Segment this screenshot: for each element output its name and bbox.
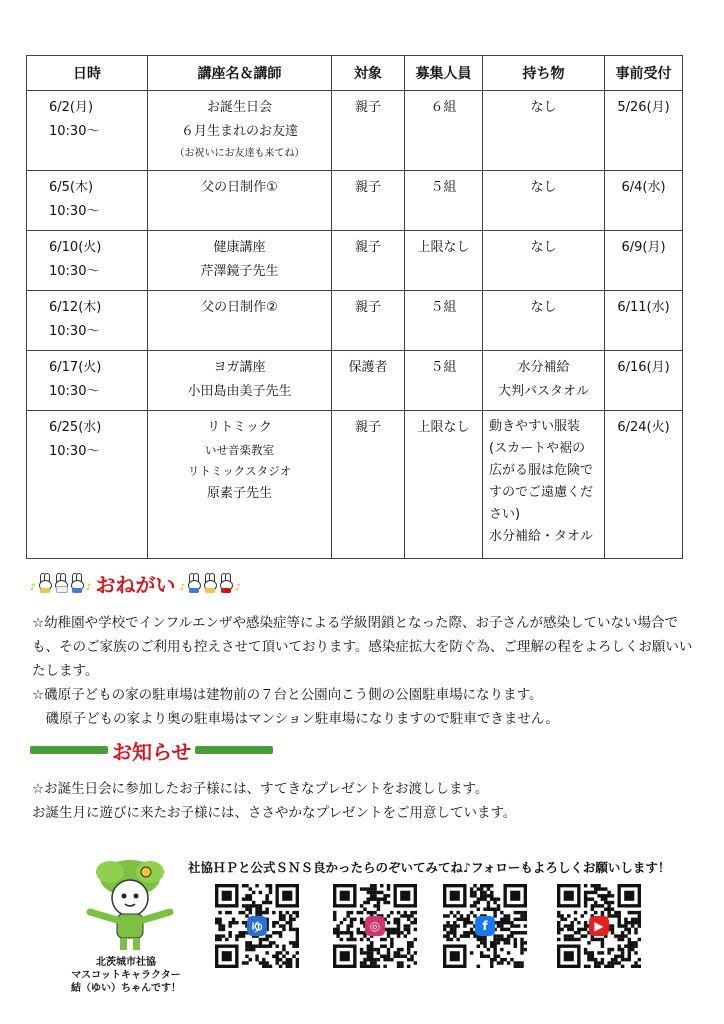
time-text: 10:30〜 — [49, 264, 100, 279]
bunny-icon — [219, 573, 233, 593]
item-line: 動きやすい服装 — [489, 419, 581, 434]
music-note-icon: ♪ — [30, 583, 36, 593]
oshirase-heading — [30, 735, 273, 765]
oshirase-title: お知らせ — [112, 739, 192, 764]
reception-cell — [605, 291, 683, 351]
item-line: 水分補給 — [517, 360, 570, 375]
time-text: 10:30〜 — [49, 124, 100, 139]
table-row — [27, 411, 683, 559]
course-line: 父の日制作① — [201, 180, 278, 195]
oshirase-paragraph-2: お誕生月に遊びに来たお子様には、ささやかなプレゼントをご用意しています。 — [32, 805, 517, 821]
qr-logo-icon: ゆ — [247, 916, 267, 936]
course-line: ６月生まれのお友達 — [180, 124, 298, 139]
item-line: すのでご遠慮くだ — [489, 485, 594, 500]
item-line: (スカートや裾の — [489, 441, 586, 456]
count-cell — [405, 91, 483, 171]
sns-follow-message: 社協ＨＰと公式ＳＮＳ良かったらのぞいてみてね♪フォローもよろしくお願いします！ — [188, 860, 671, 875]
header-items: 持ち物 — [483, 56, 605, 91]
table-row — [27, 91, 683, 171]
target-cell — [332, 231, 405, 291]
reception-cell — [605, 351, 683, 411]
pencil-right-decoration — [195, 746, 273, 754]
header-count: 募集人員 — [405, 56, 483, 91]
mascot-caption-line-3: 結（ゆい）ちゃんです！ — [71, 983, 181, 994]
date-text: 6/2(月) — [49, 100, 94, 115]
onegai-heading — [30, 568, 241, 598]
course-line: 健康講座 — [213, 240, 266, 255]
table-header-row — [27, 56, 683, 91]
course-line: 原素子先生 — [206, 486, 272, 501]
reception-cell — [605, 411, 683, 559]
course-cell — [148, 291, 332, 351]
count-text: ５組 — [430, 300, 457, 315]
date-text: 6/5(木) — [49, 180, 94, 195]
items-cell — [483, 291, 605, 351]
date-cell — [27, 291, 148, 351]
course-line: 父の日制作② — [201, 300, 278, 315]
date-text: 6/25(水) — [49, 420, 102, 435]
target-cell — [332, 351, 405, 411]
course-note: （お祝いにお友達も来てね） — [174, 148, 305, 159]
oshirase-text — [32, 777, 702, 825]
time-text: 10:30〜 — [49, 324, 100, 339]
reception-text: 6/16(月) — [617, 360, 670, 375]
count-text: ５組 — [430, 360, 457, 375]
target-text: 保護者 — [348, 360, 388, 375]
count-cell — [405, 231, 483, 291]
qr-code-homepage[interactable] — [214, 883, 300, 969]
item-line: 水分補給・タオル — [489, 529, 594, 544]
qr-logo-icon: ▶ — [589, 916, 609, 936]
qr-code-youtube[interactable] — [556, 883, 642, 969]
bunny-icon — [203, 573, 217, 593]
course-cell — [148, 351, 332, 411]
count-cell — [405, 291, 483, 351]
count-cell — [405, 411, 483, 559]
bunny-icon — [70, 573, 84, 593]
qr-logo-icon: f — [475, 916, 495, 936]
mascot-caption — [62, 956, 190, 995]
reception-cell — [605, 171, 683, 231]
qr-code-instagram[interactable] — [332, 883, 418, 969]
count-text: 上限なし — [417, 240, 470, 255]
target-cell — [332, 291, 405, 351]
course-line: いせ音楽教室 — [205, 443, 274, 457]
onegai-title: おねがい — [95, 572, 176, 597]
table-row — [27, 171, 683, 231]
bunny-icon — [38, 573, 52, 593]
items-cell — [483, 231, 605, 291]
course-line: お誕生日会 — [206, 100, 272, 115]
time-text: 10:30〜 — [49, 444, 100, 459]
onegai-text — [32, 611, 702, 731]
target-text: 親子 — [354, 100, 381, 115]
course-cell — [148, 91, 332, 171]
course-line: ヨガ講座 — [213, 360, 266, 375]
item-line: なし — [530, 300, 557, 315]
pencil-left-decoration — [30, 746, 108, 754]
items-cell — [483, 91, 605, 171]
bunny-decoration-right — [180, 573, 242, 593]
count-text: ６組 — [430, 100, 457, 115]
mascot-caption-line-1: 北茨城市社協 — [96, 957, 156, 968]
reception-text: 6/11(水) — [617, 300, 670, 315]
date-text: 6/17(火) — [49, 360, 102, 375]
item-line: なし — [530, 180, 557, 195]
items-cell — [483, 171, 605, 231]
schedule-table — [26, 55, 683, 559]
course-line: 小田島由美子先生 — [187, 384, 292, 399]
reception-cell — [605, 91, 683, 171]
item-line: 広がる服は危険で — [489, 463, 594, 478]
target-cell — [332, 411, 405, 559]
date-cell — [27, 91, 148, 171]
date-text: 6/12(木) — [49, 300, 102, 315]
target-cell — [332, 91, 405, 171]
count-cell — [405, 351, 483, 411]
onegai-paragraph-1: ☆幼稚園や学校でインフルエンザや感染症等による学級閉鎖となった際、お子さんが感染していない場合でも、そのご家族のご利用も控えさせて頂いております。感染症拡大を防ぐ為、ご理解の程をよろしくお願いいたします。 — [32, 615, 693, 679]
item-line: なし — [530, 100, 557, 115]
target-text: 親子 — [354, 180, 381, 195]
oshirase-paragraph-1: ☆お誕生日会に参加したお子様には、すてきなプレゼントをお渡しします。 — [32, 781, 489, 797]
date-cell — [27, 171, 148, 231]
reception-text: 5/26(月) — [617, 100, 670, 115]
target-text: 親子 — [354, 240, 381, 255]
date-text: 6/10(火) — [49, 240, 102, 255]
date-cell — [27, 351, 148, 411]
bunny-icon — [54, 573, 68, 593]
table-row — [27, 291, 683, 351]
table-row — [27, 351, 683, 411]
date-cell — [27, 231, 148, 291]
target-text: 親子 — [354, 420, 381, 435]
course-line: 芹澤鏡子先生 — [200, 264, 279, 279]
reception-cell — [605, 231, 683, 291]
course-cell — [148, 171, 332, 231]
item-line: さい) — [489, 507, 521, 522]
header-reception: 事前受付 — [605, 56, 683, 91]
header-date: 日時 — [27, 56, 148, 91]
onegai-paragraph-3: 磯原子どもの家より奥の駐車場はマンション駐車場になりますので駐車できません。 — [32, 711, 559, 727]
qr-code-facebook[interactable] — [442, 883, 528, 969]
items-cell — [483, 411, 605, 559]
course-cell — [148, 411, 332, 559]
items-cell — [483, 351, 605, 411]
header-target: 対象 — [332, 56, 405, 91]
music-note-icon: ♪ — [235, 583, 241, 593]
item-line: 大判バスタオル — [497, 384, 589, 399]
count-text: 上限なし — [417, 420, 470, 435]
count-text: ５組 — [430, 180, 457, 195]
bunny-decoration-left — [30, 573, 92, 593]
header-course: 講座名＆講師 — [148, 56, 332, 91]
table-row — [27, 231, 683, 291]
course-cell — [148, 231, 332, 291]
date-cell — [27, 411, 148, 559]
onegai-paragraph-2: ☆磯原子どもの家の駐車場は建物前の７台と公園向こう側の公園駐車場になります。 — [32, 687, 543, 703]
reception-text: 6/24(火) — [617, 420, 670, 435]
reception-text: 6/4(水) — [621, 180, 666, 195]
target-text: 親子 — [354, 300, 381, 315]
course-line: リトミック — [207, 420, 272, 435]
target-cell — [332, 171, 405, 231]
music-note-icon: ♪ — [179, 583, 186, 593]
count-cell — [405, 171, 483, 231]
item-line: なし — [530, 240, 557, 255]
time-text: 10:30〜 — [49, 204, 100, 219]
time-text: 10:30〜 — [49, 384, 100, 399]
mascot-yui-illustration — [80, 858, 180, 954]
mascot-caption-line-2: マスコットキャラクター — [71, 970, 181, 981]
qr-logo-icon: ◎ — [365, 916, 385, 936]
reception-text: 6/9(月) — [621, 240, 666, 255]
bunny-icon — [187, 573, 201, 593]
course-line: リトミックスタジオ — [187, 464, 292, 478]
music-note-icon: ♪ — [85, 583, 92, 593]
